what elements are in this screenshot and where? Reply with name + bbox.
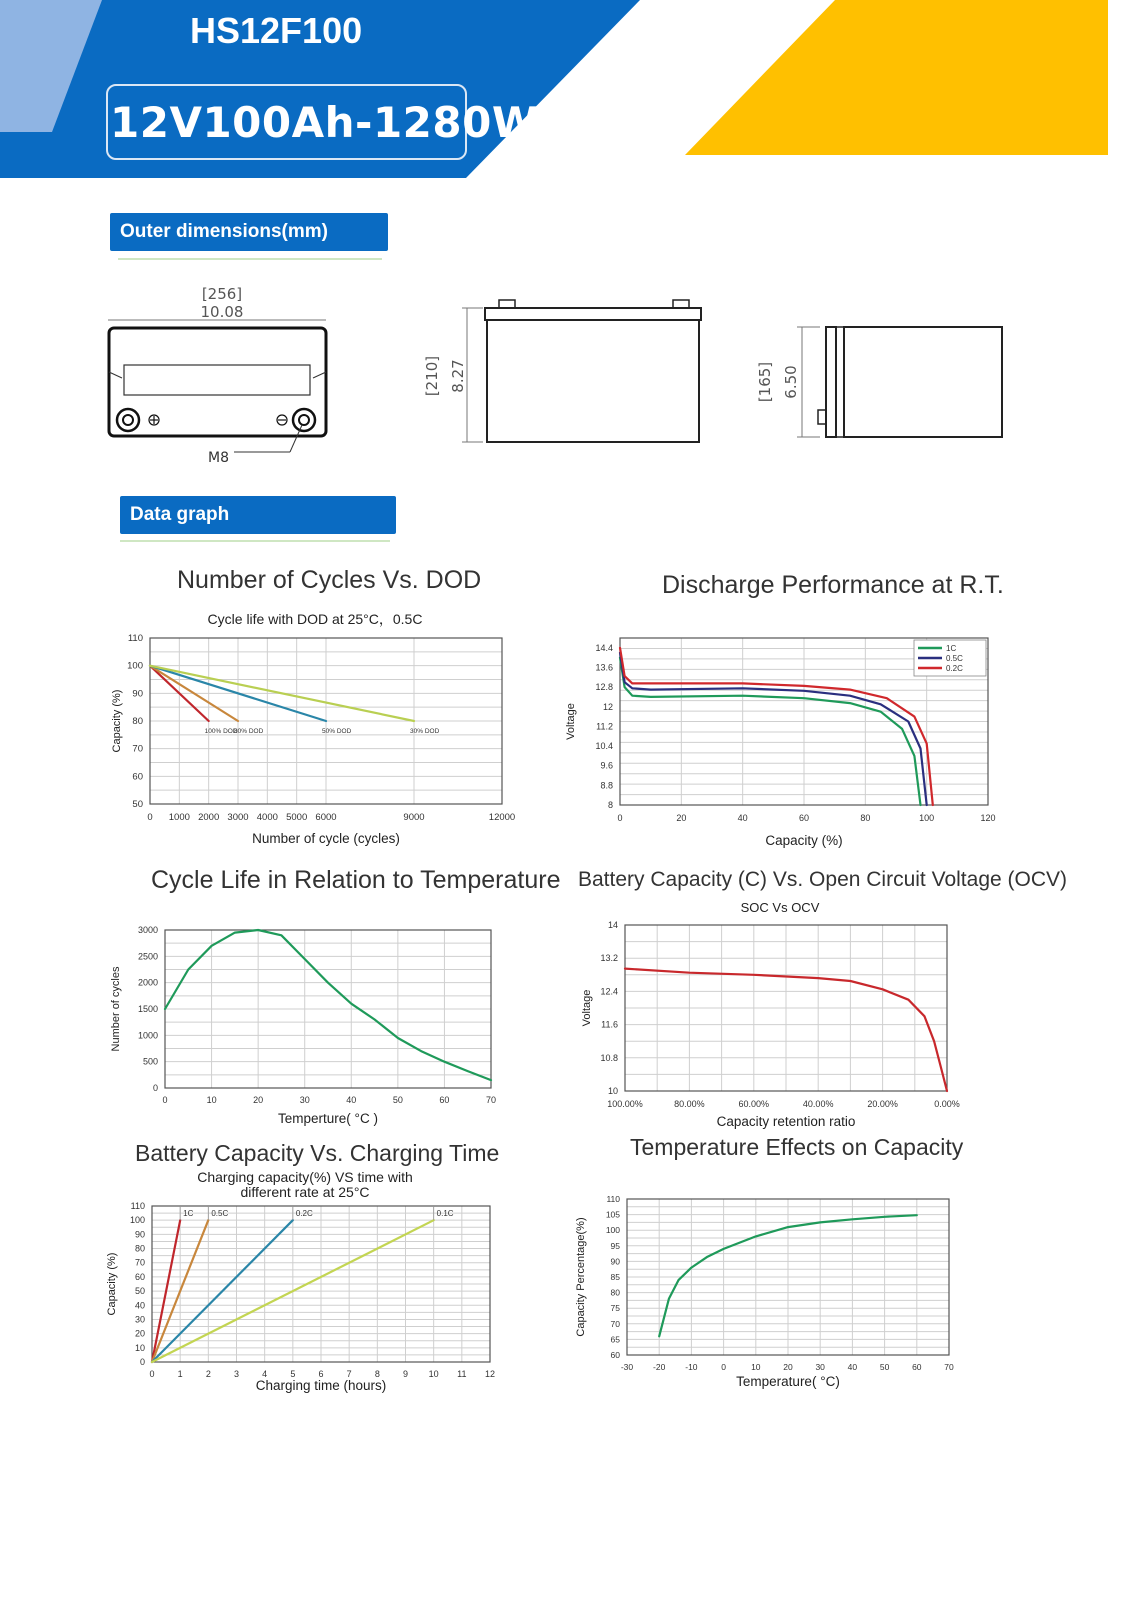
- section-underline: [118, 258, 382, 260]
- x-axis-label: Temperture( °C ): [278, 1111, 378, 1126]
- chart-subtitle-soc-ocv: SOC Vs OCV: [740, 900, 820, 915]
- y-tick-label: 13.2: [600, 953, 618, 964]
- header-yellow-shape: [685, 0, 1108, 155]
- x-tick-label: 60: [798, 813, 810, 823]
- x-tick-label: 2: [205, 1369, 211, 1379]
- y-tick-label: 50: [132, 799, 143, 810]
- legend-label: 0.5C: [946, 654, 963, 663]
- y-tick-label: 60: [610, 1350, 620, 1360]
- y-tick-label: 110: [130, 1201, 145, 1211]
- y-tick-label: 13.6: [595, 662, 613, 673]
- y-tick-label: 8: [607, 800, 613, 810]
- y-tick-label: 70: [132, 743, 143, 755]
- x-tick-label: 8: [374, 1369, 380, 1379]
- series-line: [620, 648, 933, 805]
- x-tick-label: 9: [402, 1369, 409, 1379]
- side-view-drawing: [415, 290, 715, 460]
- x-tick-label: 40: [847, 1362, 858, 1372]
- chart-title-charge-time: Battery Capacity Vs. Charging Time: [135, 1140, 500, 1166]
- x-tick-label: 60: [912, 1362, 922, 1372]
- x-tick-label: 30: [299, 1095, 310, 1105]
- x-tick-label: 2000: [198, 812, 220, 823]
- x-tick-label: 5: [290, 1369, 296, 1379]
- width-mm-label: [165]: [756, 361, 774, 403]
- y-tick-label: 65: [610, 1334, 620, 1345]
- chart-title-discharge: Discharge Performance at R.T.: [662, 571, 1004, 599]
- y-tick-label: 12: [602, 701, 613, 712]
- y-tick-label: 60: [134, 1271, 145, 1282]
- series-label: 30% DOD: [410, 728, 440, 735]
- y-tick-label: 30: [134, 1314, 145, 1325]
- x-tick-label: 80: [860, 813, 871, 823]
- x-tick-label: 80.00%: [674, 1099, 705, 1109]
- series-label: 0.5C: [211, 1209, 229, 1219]
- x-tick-label: 9000: [403, 812, 425, 823]
- x-tick-label: 3000: [227, 812, 249, 823]
- x-tick-label: -30: [620, 1362, 634, 1372]
- y-axis-label: Voltage: [581, 989, 593, 1027]
- chart-cycle-life-temperature: [105, 920, 505, 1130]
- y-tick-label: 0: [152, 1083, 158, 1093]
- y-tick-label: 70: [134, 1257, 145, 1268]
- y-axis-label: Capacity (%): [111, 689, 123, 753]
- x-tick-label: 40: [346, 1095, 357, 1105]
- x-tick-label: 60.00%: [738, 1099, 770, 1109]
- y-tick-label: 80: [610, 1287, 620, 1298]
- y-tick-label: 110: [606, 1194, 620, 1204]
- model-name: HS12F100: [190, 10, 363, 51]
- y-tick-label: 10: [134, 1342, 145, 1353]
- y-tick-label: 3000: [137, 925, 158, 935]
- y-tick-label: 110: [127, 633, 143, 644]
- height-in-label: 8.27: [449, 359, 467, 393]
- x-tick-label: 7: [346, 1369, 352, 1379]
- y-tick-label: 10.4: [595, 741, 613, 752]
- x-tick-label: 6: [318, 1369, 324, 1379]
- x-tick-label: 0: [162, 1095, 168, 1105]
- x-axis-label: Capacity (%): [765, 833, 843, 848]
- x-axis-label: Capacity retention ratio: [716, 1114, 856, 1129]
- chart-title-cycles-dod: Number of Cycles Vs. DOD: [177, 566, 482, 594]
- chart-cycles-vs-dod: [100, 628, 530, 858]
- length-in-label: 10.08: [200, 303, 244, 321]
- x-tick-label: -10: [685, 1362, 698, 1372]
- series-line: [620, 653, 927, 805]
- y-axis-label: Capacity (%): [106, 1252, 118, 1316]
- x-axis-label: Charging time (hours): [255, 1378, 387, 1393]
- x-tick-label: 1: [177, 1369, 183, 1379]
- y-tick-label: 0: [139, 1357, 145, 1367]
- y-tick-label: 80: [134, 1243, 145, 1254]
- y-tick-label: 2000: [137, 977, 158, 988]
- x-tick-label: -20: [653, 1362, 666, 1372]
- y-axis-label: Capacity Percentage(%): [575, 1217, 587, 1337]
- chart-discharge-performance: [560, 630, 1000, 855]
- x-axis-label: Number of cycle (cycles): [252, 831, 400, 846]
- x-tick-label: 20.00%: [867, 1099, 898, 1109]
- x-tick-label: 20: [253, 1095, 264, 1105]
- y-tick-label: 90: [134, 1229, 145, 1240]
- y-tick-label: 85: [610, 1272, 620, 1282]
- width-in-label: 6.50: [782, 365, 800, 399]
- chart-title-soc-ocv: Battery Capacity (C) Vs. Open Circuit Voltage (OCV): [578, 868, 1067, 891]
- series-label: 0.2C: [295, 1209, 313, 1219]
- x-tick-label: 10: [428, 1369, 439, 1379]
- x-tick-label: 120: [980, 813, 996, 823]
- section-underline: [120, 540, 390, 542]
- x-tick-label: 4: [262, 1369, 268, 1379]
- top-view-drawing: [100, 280, 340, 470]
- series-label: 0.1C: [436, 1209, 454, 1219]
- spec-rating: 12V100Ah-1280Wh: [110, 98, 570, 147]
- positive-terminal-icon: [117, 409, 139, 431]
- y-tick-label: 90: [610, 1256, 620, 1267]
- x-tick-label: 20: [783, 1362, 793, 1372]
- series-label: 80% DOD: [234, 728, 264, 735]
- y-tick-label: 10: [607, 1086, 618, 1096]
- x-tick-label: 100: [919, 813, 935, 823]
- y-axis-label: Number of cycles: [110, 966, 122, 1052]
- x-tick-label: 70: [944, 1362, 954, 1372]
- y-tick-label: 40: [134, 1300, 145, 1311]
- y-tick-label: 12.8: [595, 682, 613, 693]
- chart-temperature-capacity: [570, 1192, 965, 1392]
- chart-title-temp-capacity: Temperature Effects on Capacity: [630, 1134, 964, 1160]
- y-tick-label: 20: [134, 1328, 145, 1339]
- x-tick-label: 40.00%: [802, 1099, 834, 1109]
- series-line: [165, 930, 491, 1080]
- chart-soc-vs-ocv: [575, 918, 975, 1133]
- x-tick-label: 6000: [315, 812, 337, 823]
- series-label: 100% DOD: [204, 728, 238, 735]
- y-tick-label: 2500: [137, 951, 158, 962]
- end-view-drawing: [750, 315, 1010, 445]
- x-tick-label: 4000: [256, 812, 278, 823]
- x-tick-label: 50: [392, 1095, 403, 1105]
- x-tick-label: 10: [751, 1362, 761, 1372]
- y-tick-label: 105: [605, 1209, 620, 1220]
- series-label: 1C: [183, 1209, 194, 1219]
- y-tick-label: 14: [607, 920, 618, 930]
- x-tick-label: 5000: [286, 812, 308, 823]
- x-tick-label: 0: [721, 1362, 726, 1372]
- x-tick-label: 10: [206, 1095, 217, 1105]
- y-tick-label: 10.8: [600, 1052, 618, 1063]
- y-tick-label: 9.6: [600, 760, 613, 771]
- legend-label: 1C: [946, 644, 957, 653]
- x-axis-label: Temperature( °C): [736, 1374, 840, 1389]
- x-tick-label: 12: [484, 1369, 496, 1379]
- x-tick-label: 0.00%: [934, 1099, 960, 1109]
- chart-subtitle-cycles-dod: Cycle life with DOD at 25°C，0.5C: [207, 611, 423, 627]
- chart-capacity-vs-charging-time: [100, 1198, 505, 1398]
- x-tick-label: 100.00%: [607, 1099, 643, 1109]
- x-tick-label: 20: [676, 813, 687, 823]
- height-mm-label: [210]: [423, 355, 441, 397]
- chart-title-cycle-temp: Cycle Life in Relation to Temperature: [151, 866, 561, 894]
- x-tick-label: 0: [147, 812, 153, 823]
- x-tick-label: 11: [457, 1369, 467, 1379]
- length-mm-label: [256]: [201, 285, 243, 303]
- y-tick-label: 95: [610, 1240, 620, 1251]
- x-tick-label: 40: [737, 813, 748, 823]
- y-tick-label: 90: [132, 688, 143, 700]
- y-tick-label: 11.2: [596, 721, 613, 732]
- section-graphs-heading: Data graph: [120, 496, 396, 534]
- section-dimensions-heading: Outer dimensions(mm): [110, 213, 388, 251]
- x-tick-label: 70: [485, 1095, 497, 1105]
- x-tick-label: 0: [617, 813, 623, 823]
- x-tick-label: 30: [815, 1362, 825, 1372]
- x-tick-label: 60: [439, 1095, 450, 1105]
- series-label: 50% DOD: [322, 728, 352, 735]
- x-tick-label: 3: [233, 1369, 240, 1379]
- chart-subtitle-charge-time: Charging capacity(%) VS time with different rate at 25°C: [197, 1169, 413, 1200]
- y-tick-label: 500: [142, 1056, 158, 1067]
- legend-label: 0.2C: [946, 664, 963, 673]
- x-tick-label: 0: [149, 1369, 155, 1379]
- negative-terminal-icon: [293, 409, 315, 431]
- y-tick-label: 1000: [137, 1030, 158, 1041]
- y-tick-label: 8.8: [600, 780, 613, 791]
- y-tick-label: 14.4: [595, 642, 613, 653]
- terminal-label: M8: [208, 450, 229, 466]
- y-tick-label: 60: [132, 771, 143, 783]
- y-tick-label: 12.4: [600, 986, 618, 997]
- y-axis-label: Voltage: [565, 703, 577, 740]
- y-tick-label: 70: [610, 1318, 620, 1329]
- y-tick-label: 100: [127, 660, 143, 672]
- y-tick-label: 100: [129, 1215, 145, 1226]
- y-tick-label: 75: [610, 1303, 620, 1314]
- y-tick-label: 100: [605, 1225, 620, 1236]
- y-tick-label: 11.6: [601, 1019, 618, 1030]
- x-tick-label: 50: [879, 1362, 890, 1372]
- x-tick-label: 12000: [488, 812, 516, 823]
- y-tick-label: 80: [132, 716, 143, 727]
- x-tick-label: 1000: [168, 812, 190, 823]
- y-tick-label: 1500: [137, 1004, 158, 1014]
- y-tick-label: 50: [134, 1286, 145, 1297]
